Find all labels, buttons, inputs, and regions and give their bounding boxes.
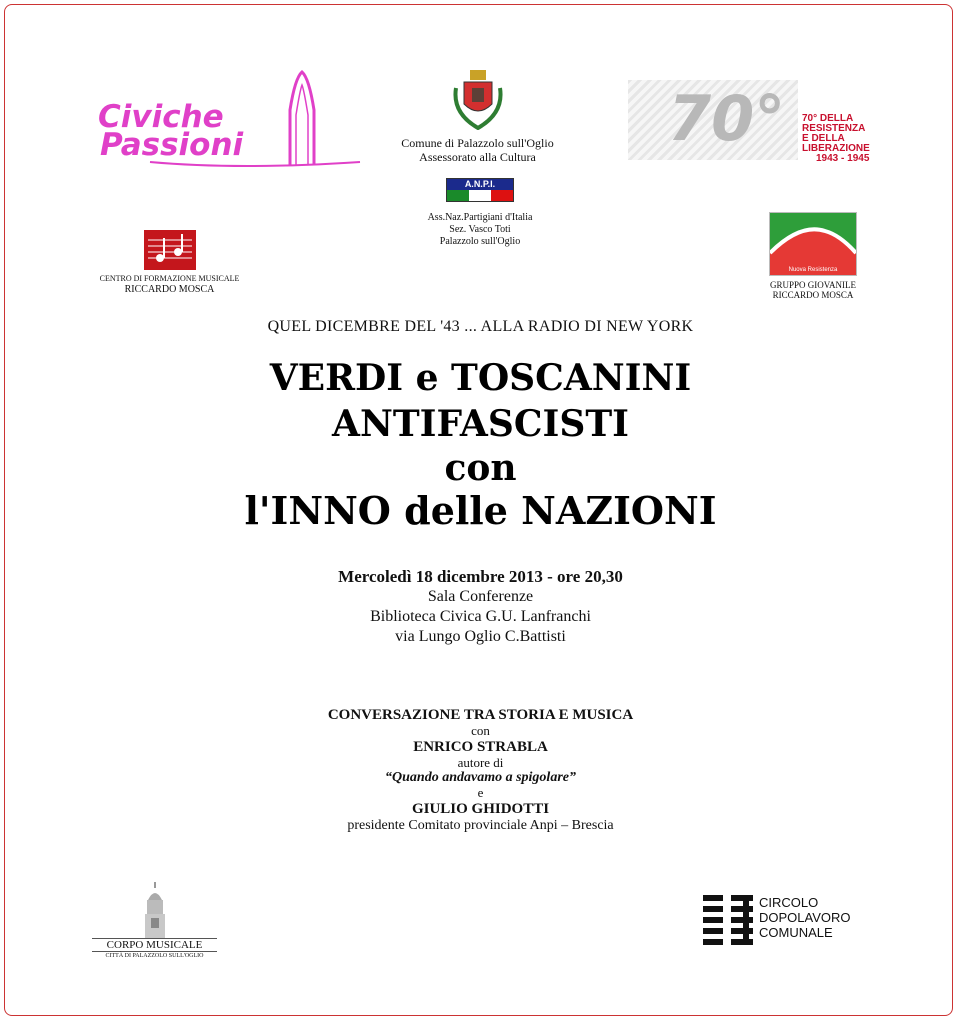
circolo-mark-icon: [703, 895, 753, 945]
program-block: [0, 706, 961, 834]
gg-badge: Nuova Resistenza: [788, 267, 838, 273]
speaker2-role: presidente Comitato provinciale Anpi – Brescia: [347, 818, 614, 833]
anpi-line1: Ass.Naz.Partigiani d'Italia: [427, 212, 533, 223]
bell-tower-icon: [138, 880, 172, 938]
gg-line1: GRUPPO GIOVANILE: [769, 280, 857, 290]
event-venue2: Biblioteca Civica G.U. Lanfranchi: [370, 608, 591, 625]
author-of: autore di: [457, 755, 504, 770]
anpi-block: [375, 178, 585, 248]
comune-line1: Comune di Palazzolo sull'Oglio: [401, 136, 554, 150]
coat-of-arms-icon: [448, 68, 508, 130]
comune-block: [355, 68, 600, 164]
speaker2: GIULIO GHIDOTTI: [411, 801, 550, 817]
program-and: e: [477, 785, 484, 800]
event-details: [0, 567, 961, 647]
seventy-line3: E DELLA: [802, 133, 845, 144]
title-line3: con: [444, 447, 517, 489]
cfm-block: [92, 230, 247, 295]
cfm-line2: RICCARDO MOSCA: [124, 284, 215, 295]
circolo-line1: CIRCOLO: [759, 895, 819, 910]
title-line4: l'INNO delle NAZIONI: [244, 488, 717, 533]
gg-line2: RICCARDO MOSCA: [772, 290, 854, 300]
book-title: “Quando andavamo a spigolare”: [385, 770, 576, 785]
corpo-line1: CORPO MUSICALE: [92, 938, 217, 951]
title-line1: VERDI e TOSCANINI: [269, 357, 692, 399]
program-heading: CONVERSAZIONE TRA STORIA E MUSICA: [327, 707, 634, 723]
seventy-big: 70°: [668, 82, 786, 155]
program-con: con: [471, 723, 490, 738]
event-date: Mercoledì 18 dicembre 2013 - ore 20,30: [338, 567, 623, 586]
corpo-line2: CITTÀ DI PALAZZOLO SULL'OGLIO: [92, 951, 217, 960]
seventy-line2: RESISTENZA: [802, 123, 866, 134]
nuova-resistenza-icon: [769, 212, 857, 276]
civiche-passioni-logo: [90, 70, 365, 175]
title-line2: ANTIFASCISTI: [332, 403, 629, 445]
anpi-flag-label: A.N.P.I.: [447, 179, 513, 190]
gruppo-giovanile-block: [758, 212, 868, 300]
seventy-line5: 1943 - 1945: [816, 153, 870, 164]
circolo-line2: DOPOLAVORO: [759, 910, 851, 925]
event-venue3: via Lungo Oglio C.Battisti: [395, 628, 566, 645]
anpi-line3: Palazzolo sull'Oglio: [439, 236, 521, 247]
cfm-line1: CENTRO DI FORMAZIONE MUSICALE: [99, 274, 240, 283]
seventy-caption: [802, 114, 892, 164]
music-notes-icon: [144, 230, 196, 270]
circolo-dopolavoro-logo: [703, 895, 873, 950]
seventy-line1: 70° DELLA: [802, 113, 854, 124]
speaker1: ENRICO STRABLA: [413, 739, 548, 755]
comune-line2: Assessorato alla Cultura: [419, 150, 536, 164]
seventy-line4: LIBERAZIONE: [802, 143, 870, 154]
event-kicker: QUEL DICEMBRE DEL '43 ... ALLA RADIO DI NEW YORK: [267, 318, 694, 335]
civiche-line2: Passioni: [100, 127, 244, 163]
anpi-line2: Sez. Vasco Toti: [449, 224, 511, 235]
anpi-flag-icon: [446, 178, 514, 202]
civiche-line1: Civiche: [98, 99, 224, 135]
event-venue1: Sala Conferenze: [427, 588, 534, 605]
seventy-anniversary-logo: [628, 70, 888, 170]
circolo-line3: COMUNALE: [759, 925, 833, 940]
corpo-musicale-logo: [92, 880, 217, 960]
